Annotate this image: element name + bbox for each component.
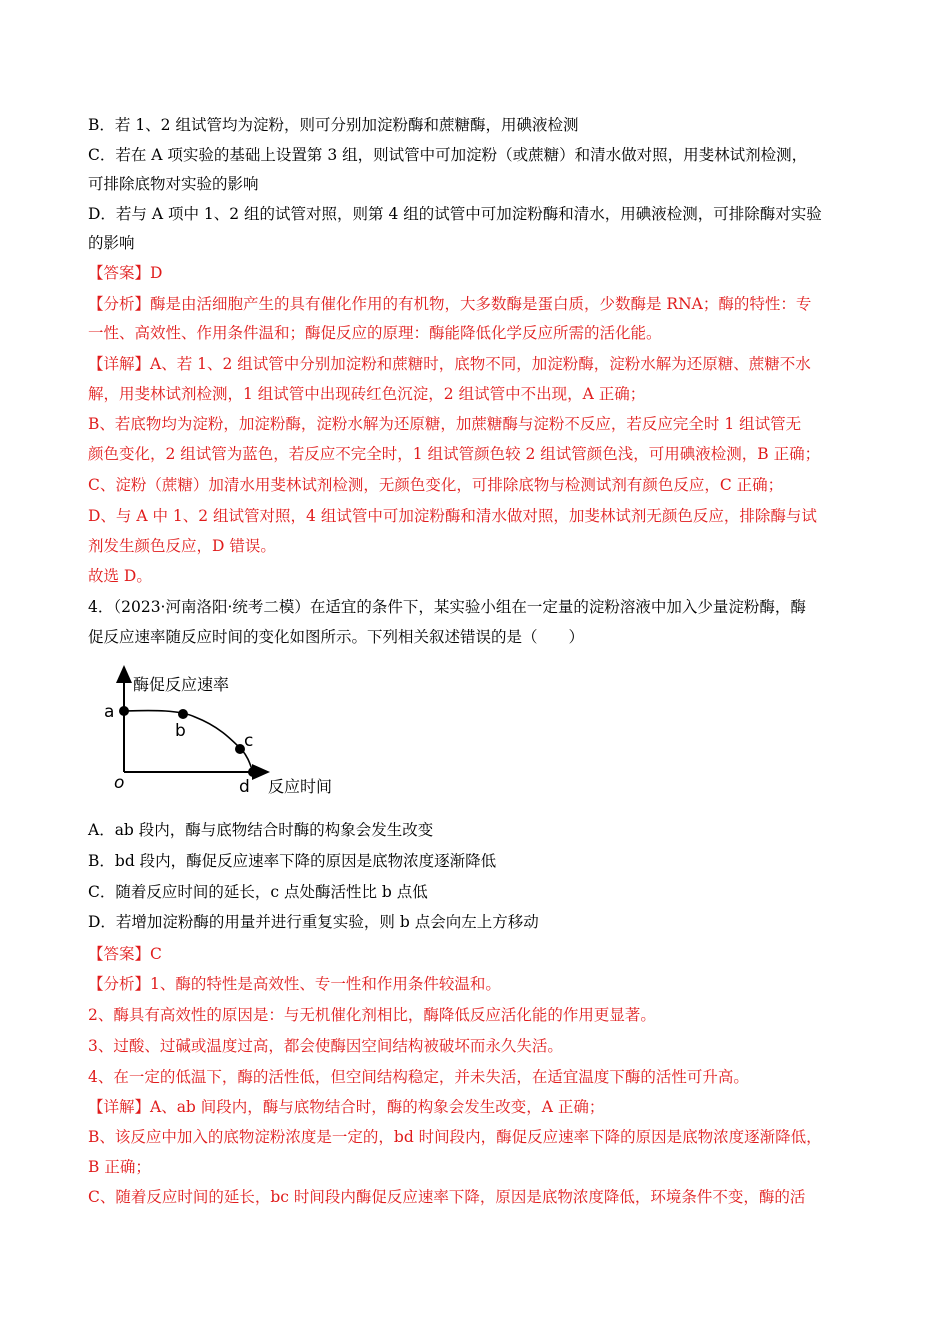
q4-detail-line2: B、该反应中加入的底物淀粉浓度是一定的，bd 时间段内，酶促反应速率下降的原因是底物浓度逐渐降低， <box>88 1128 822 1146</box>
q4-option-c: C．随着反应时间的延长，c 点处酶活性比 b 点低 <box>88 883 428 901</box>
q3-detail-line7: 剂发生颜色反应，D 错误。 <box>88 537 276 555</box>
q4-diagram-svg <box>100 664 350 804</box>
origin-label: o <box>114 773 125 793</box>
label-d: d <box>239 777 250 797</box>
q3-option-d-line2: 的影响 <box>88 234 135 252</box>
q4-analysis-line2: 2、酶具有高效性的原因是：与无机催化剂相比，酶降低反应活化能的作用更显著。 <box>88 1006 656 1024</box>
q4-stem-line1: 4．（2023·河南洛阳·统考二模）在适宜的条件下，某实验小组在一定量的淀粉溶液中加入少量淀粉酶，酶 <box>88 598 806 616</box>
q3-analysis-line1: 【分析】酶是由活细胞产生的具有催化作用的有机物，大多数酶是蛋白质，少数酶是 RNA；酶的特性：专 <box>88 295 812 313</box>
label-c: c <box>244 731 254 751</box>
q4-option-a: A．ab 段内，酶与底物结合时酶的构象会发生改变 <box>88 821 434 839</box>
q4-analysis-line1: 【分析】1、酶的特性是高效性、专一性和作用条件较温和。 <box>88 975 501 993</box>
q4-stem-line2: 促反应速率随反应时间的变化如图所示。下列相关叙述错误的是（ ） <box>88 628 585 646</box>
point-a <box>119 706 129 716</box>
q3-detail-line5: C、淀粉（蔗糖）加清水用斐林试剂检测，无颜色变化，可排除底物与检测试剂有颜色反应，C 正确； <box>88 476 784 494</box>
x-axis-label: 反应时间 <box>268 777 333 796</box>
y-axis-label: 酶促反应速率 <box>133 675 230 694</box>
q3-option-c-line2: 可排除底物对实验的影响 <box>88 175 259 193</box>
rate-curve <box>124 711 253 772</box>
q4-detail-line1: 【详解】A、ab 间段内，酶与底物结合时，酶的构象会发生改变，A 正确； <box>88 1098 605 1116</box>
q4-analysis-line4: 4、在一定的低温下，酶的活性低，但空间结构稳定，并未失活，在适宜温度下酶的活性可升高。 <box>88 1068 749 1086</box>
q4-option-d: D．若增加淀粉酶的用量并进行重复实验，则 b 点会向左上方移动 <box>88 913 539 931</box>
point-d <box>248 767 258 777</box>
q4-answer: 【答案】C <box>88 945 162 963</box>
q3-option-c-line1: C．若在 A 项实验的基础上设置第 3 组，则试管中可加淀粉（或蔗糖）和清水做对照，用斐林试剂检测， <box>88 146 808 164</box>
q3-detail-line1: 【详解】A、若 1、2 组试管中分别加淀粉和蔗糖时，底物不同，加淀粉酶，淀粉水解为还原糖、蔗糖不水 <box>88 355 811 373</box>
q3-analysis-line2: 一性、高效性、作用条件温和；酶促反应的原理：酶能降低化学反应所需的活化能。 <box>88 324 662 342</box>
q3-detail-line3: B、若底物均为淀粉，加淀粉酶，淀粉水解为还原糖，加蔗糖酶与淀粉不反应，若反应完全时 1 组试管无 <box>88 415 802 433</box>
label-b: b <box>175 721 186 741</box>
q4-rate-time-diagram <box>100 664 350 804</box>
q3-option-b: B．若 1、2 组试管均为淀粉，则可分别加淀粉酶和蔗糖酶，用碘液检测 <box>88 116 579 134</box>
q3-detail-line2: 解，用斐林试剂检测，1 组试管中出现砖红色沉淀，2 组试管中不出现，A 正确； <box>88 385 646 403</box>
point-b <box>178 709 188 719</box>
q3-detail-line6: D、与 A 中 1、2 组试管对照，4 组试管中可加淀粉酶和清水做对照，加斐林试剂无颜色反应，排除酶与试 <box>88 507 817 525</box>
q3-option-d-line1: D．若与 A 项中 1、2 组的试管对照，则第 4 组的试管中可加淀粉酶和清水，用碘液检测，可排除酶对实验 <box>88 205 822 223</box>
q4-detail-line3: B 正确； <box>88 1158 151 1176</box>
q3-detail-line4: 颜色变化，2 组试管为蓝色，若反应不完全时，1 组试管颜色较 2 组试管颜色浅，可用碘液检测，B 正确； <box>88 445 821 463</box>
q4-analysis-line3: 3、过酸、过碱或温度过高，都会使酶因空间结构被破坏而永久失活。 <box>88 1037 563 1055</box>
q3-answer: 【答案】D <box>88 264 163 282</box>
q4-detail-line4: C、随着反应时间的延长，bc 时间段内酶促反应速率下降，原因是底物浓度降低，环境条件不变，酶的活 <box>88 1188 806 1206</box>
q3-conclusion: 故选 D。 <box>88 567 152 585</box>
q4-option-b: B．bd 段内，酶促反应速率下降的原因是底物浓度逐渐降低 <box>88 852 497 870</box>
label-a: a <box>104 702 115 722</box>
